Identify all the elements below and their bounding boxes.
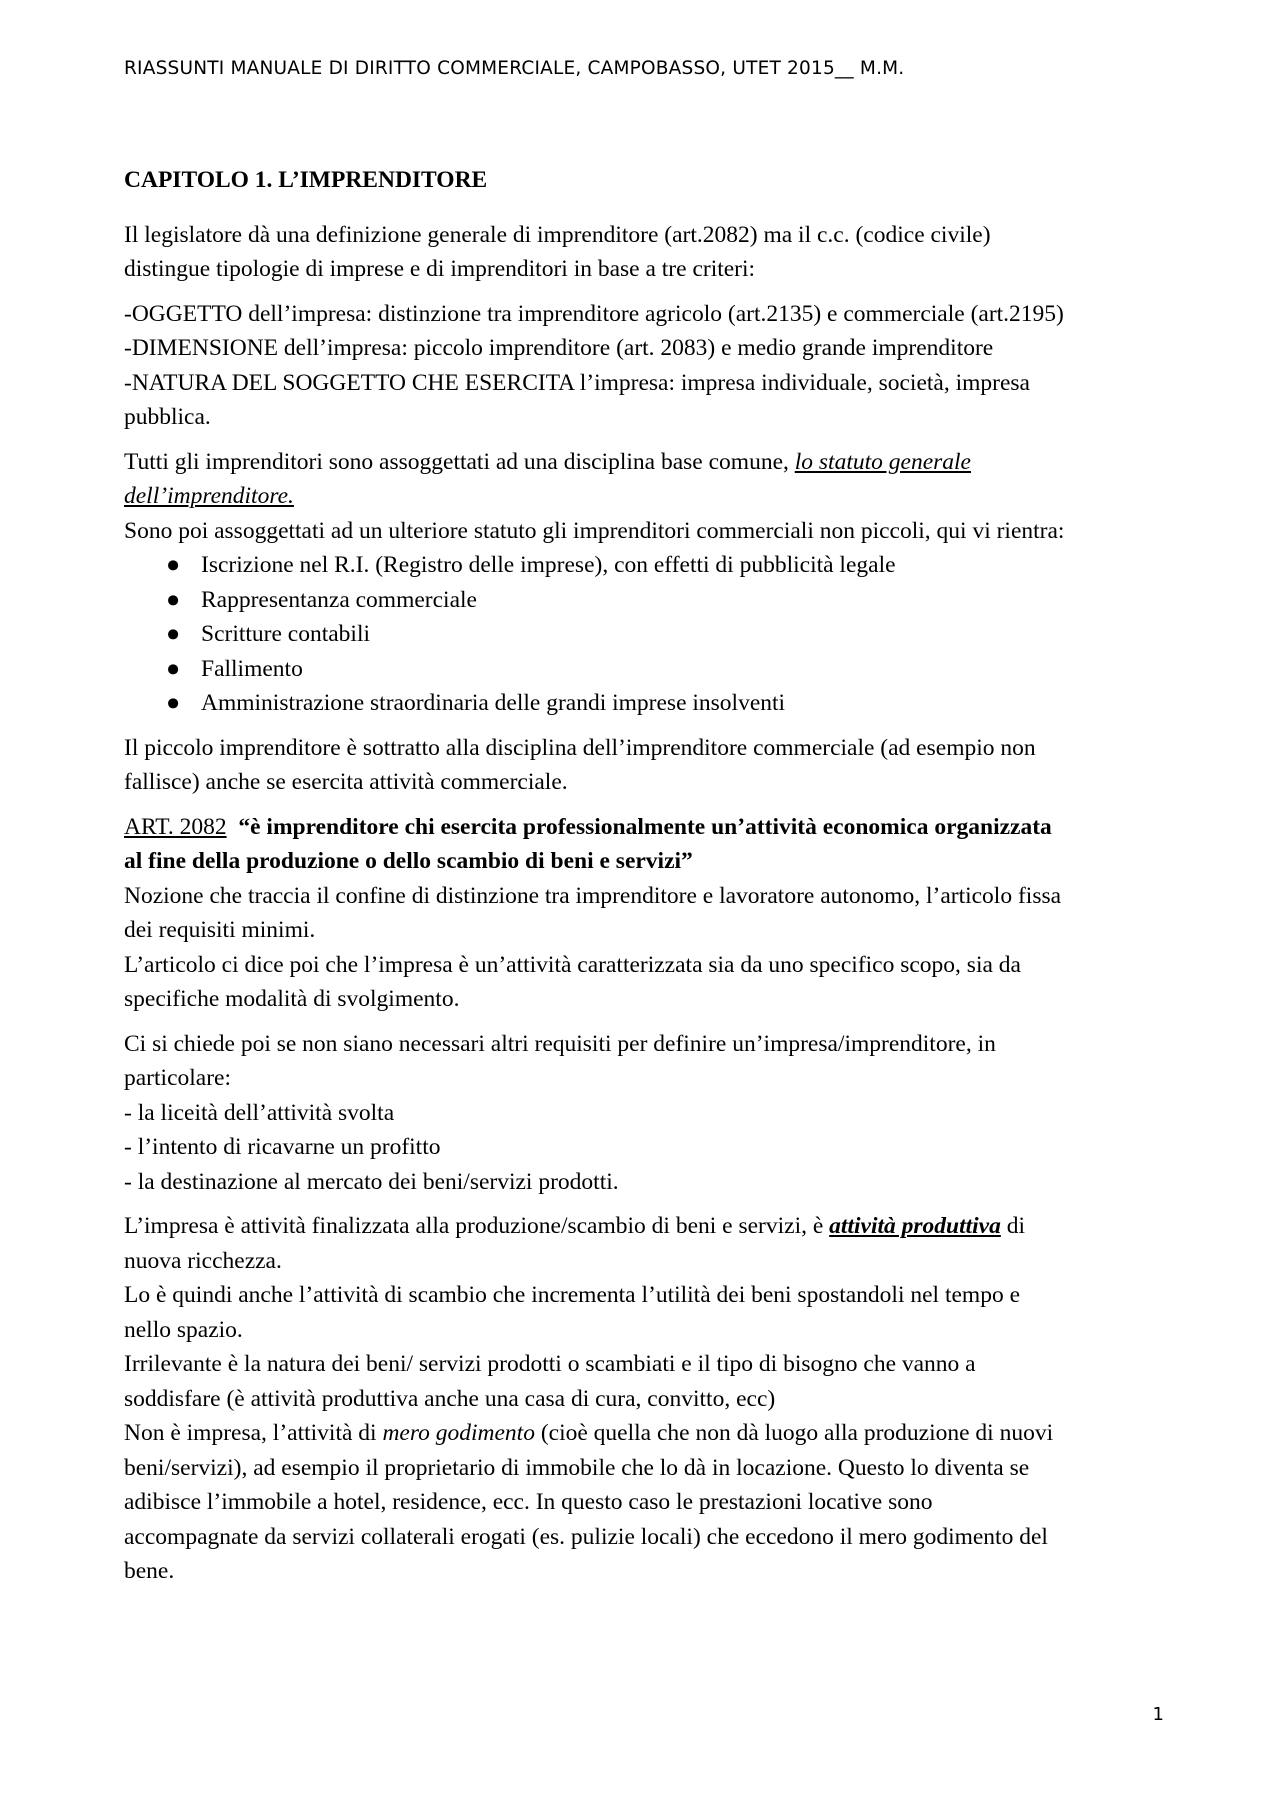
text-line: beni/servizi), ad esempio il proprietario di immobile che lo dà in locazione. Questo lo diventa se [124,1454,1030,1481]
article-quote: “è imprenditore chi esercita professionalmente un’attività economica organizzata [238,813,1052,840]
text-line [124,479,1174,514]
text-line [124,1416,1174,1451]
document-body [124,163,1174,1589]
text-line: - la liceità dell’attività svolta [124,1099,395,1126]
text-span: Tutti gli imprenditori sono assoggettati ad una disciplina base comune, [124,448,795,475]
list-item-text: Scritture contabili [201,621,371,647]
text-line: L’articolo ci dice poi che l’impresa è un’attività caratterizzata sia da uno specifico scopo, sia da [124,951,1021,978]
text-span: (cioè quella che non dà luogo alla produzione di nuovi [534,1420,1054,1446]
bullet-list [124,548,1174,721]
list-item-text: Amministrazione straordinaria delle grandi imprese insolventi [201,690,786,716]
text-line: Sono poi assoggettati ad un ulteriore statuto gli imprenditori commerciali non piccoli, qui vi rientra: [124,517,1065,544]
text-line: -OGGETTO dell’impresa: distinzione tra imprenditore agricolo (art.2135) e commerciale (art.2195) [124,300,1064,327]
list-item [124,583,1174,618]
statuto-paragraph [124,445,1174,549]
text-line: -DIMENSIONE dell’impresa: piccolo imprenditore (art. 2083) e medio grande imprenditore [124,335,994,361]
text-line: soddisfare (è attività produttiva anche una casa di cura, convitto, ecc) [124,1385,776,1412]
text-line: Il legislatore dà una definizione generale di imprenditore (art.2082) ma il c.c. (codice civile) [124,221,991,248]
text-line: bene. [124,1558,175,1584]
text-line [124,810,1174,845]
text-line: dei requisiti minimi. [124,917,316,943]
criteria-paragraph [124,297,1174,435]
impresa-paragraph [124,1209,1174,1589]
text-line: fallisce) anche se esercita attività commerciale. [124,769,568,795]
text-line: Nozione che traccia il confine di distinzione tra imprenditore e lavoratore autonomo, l’articolo fissa [124,882,1062,909]
list-item-text: Rappresentanza commerciale [201,586,477,613]
article-quote: al fine della produzione o dello scambio di beni e servizi” [124,848,693,874]
text-line: particolare: [124,1065,231,1091]
list-item [124,652,1174,687]
bullet-icon: ● [166,586,181,613]
text-line: distingue tipologie di imprese e di imprenditori in base a tre criteri: [124,256,756,282]
text-line: -NATURA DEL SOGGETTO CHE ESERCITA l’impresa: impresa individuale, società, impresa [124,369,1030,396]
text-line: Irrilevante è la natura dei beni/ servizi prodotti o scambiati e il tipo di bisogno che vanno a [124,1351,976,1377]
text-line [124,1209,1174,1244]
attivita-produttiva-emphasis: attività produttiva [829,1213,1001,1239]
list-item [124,548,1174,583]
statuto-emphasis: lo statuto generale [794,448,971,475]
list-item-text: Fallimento [201,655,303,682]
text-line: adibisce l’immobile a hotel, residence, ecc. In questo caso le prestazioni locative sono [124,1489,933,1515]
bullet-icon: ● [166,655,181,682]
text-span: Non è impresa, l’attività di [124,1420,383,1446]
list-item [124,686,1174,721]
bullet-icon: ● [166,621,181,647]
list-item [124,617,1174,652]
text-line: pubblica. [124,404,211,430]
chapter-title: CAPITOLO 1. L’IMPRENDITORE [124,167,488,193]
text-line: - la destinazione al mercato dei beni/servizi prodotti. [124,1168,619,1195]
article-label: ART. 2082 [124,813,227,840]
bullet-icon: ● [166,552,181,578]
text-line: specifiche modalità di svolgimento. [124,986,460,1012]
bullet-icon: ● [166,690,181,716]
intro-paragraph [124,218,1174,287]
running-header: RIASSUNTI MANUALE DI DIRITTO COMMERCIALE, CAMPOBASSO, UTET 2015__ M.M. [124,58,905,79]
text-span: L’impresa è attività finalizzata alla produzione/scambio di beni e servizi, è [124,1213,830,1239]
text-line: nello spazio. [124,1316,243,1343]
list-item-text: Iscrizione nel R.I. (Registro delle imprese), con effetti di pubblicità legale [201,552,896,578]
article-paragraph [124,810,1174,1017]
text-span: di [1000,1213,1026,1239]
text-line [124,445,1174,480]
piccolo-paragraph [124,731,1174,800]
requisiti-paragraph [124,1027,1174,1200]
text-line: - l’intento di ricavarne un profitto [124,1134,441,1160]
text-line: Ci si chiede poi se non siano necessari altri requisiti per definire un’impresa/imprenditore, in [124,1030,996,1057]
text-line: nuova ricchezza. [124,1247,282,1274]
text-line: Il piccolo imprenditore è sottratto alla disciplina dell’imprenditore commerciale (ad esempio non [124,734,1036,761]
text-line: Lo è quindi anche l’attività di scambio che incrementa l’utilità dei beni spostandoli nel tempo e [124,1282,1020,1308]
text-line: accompagnate da servizi collaterali erogati (es. pulizie locali) che eccedono il mero godimento del [124,1523,1048,1550]
statuto-emphasis: dell’imprenditore. [124,483,294,509]
mero-godimento-emphasis: mero godimento [382,1420,535,1446]
page-number: 1 [1152,1704,1164,1725]
